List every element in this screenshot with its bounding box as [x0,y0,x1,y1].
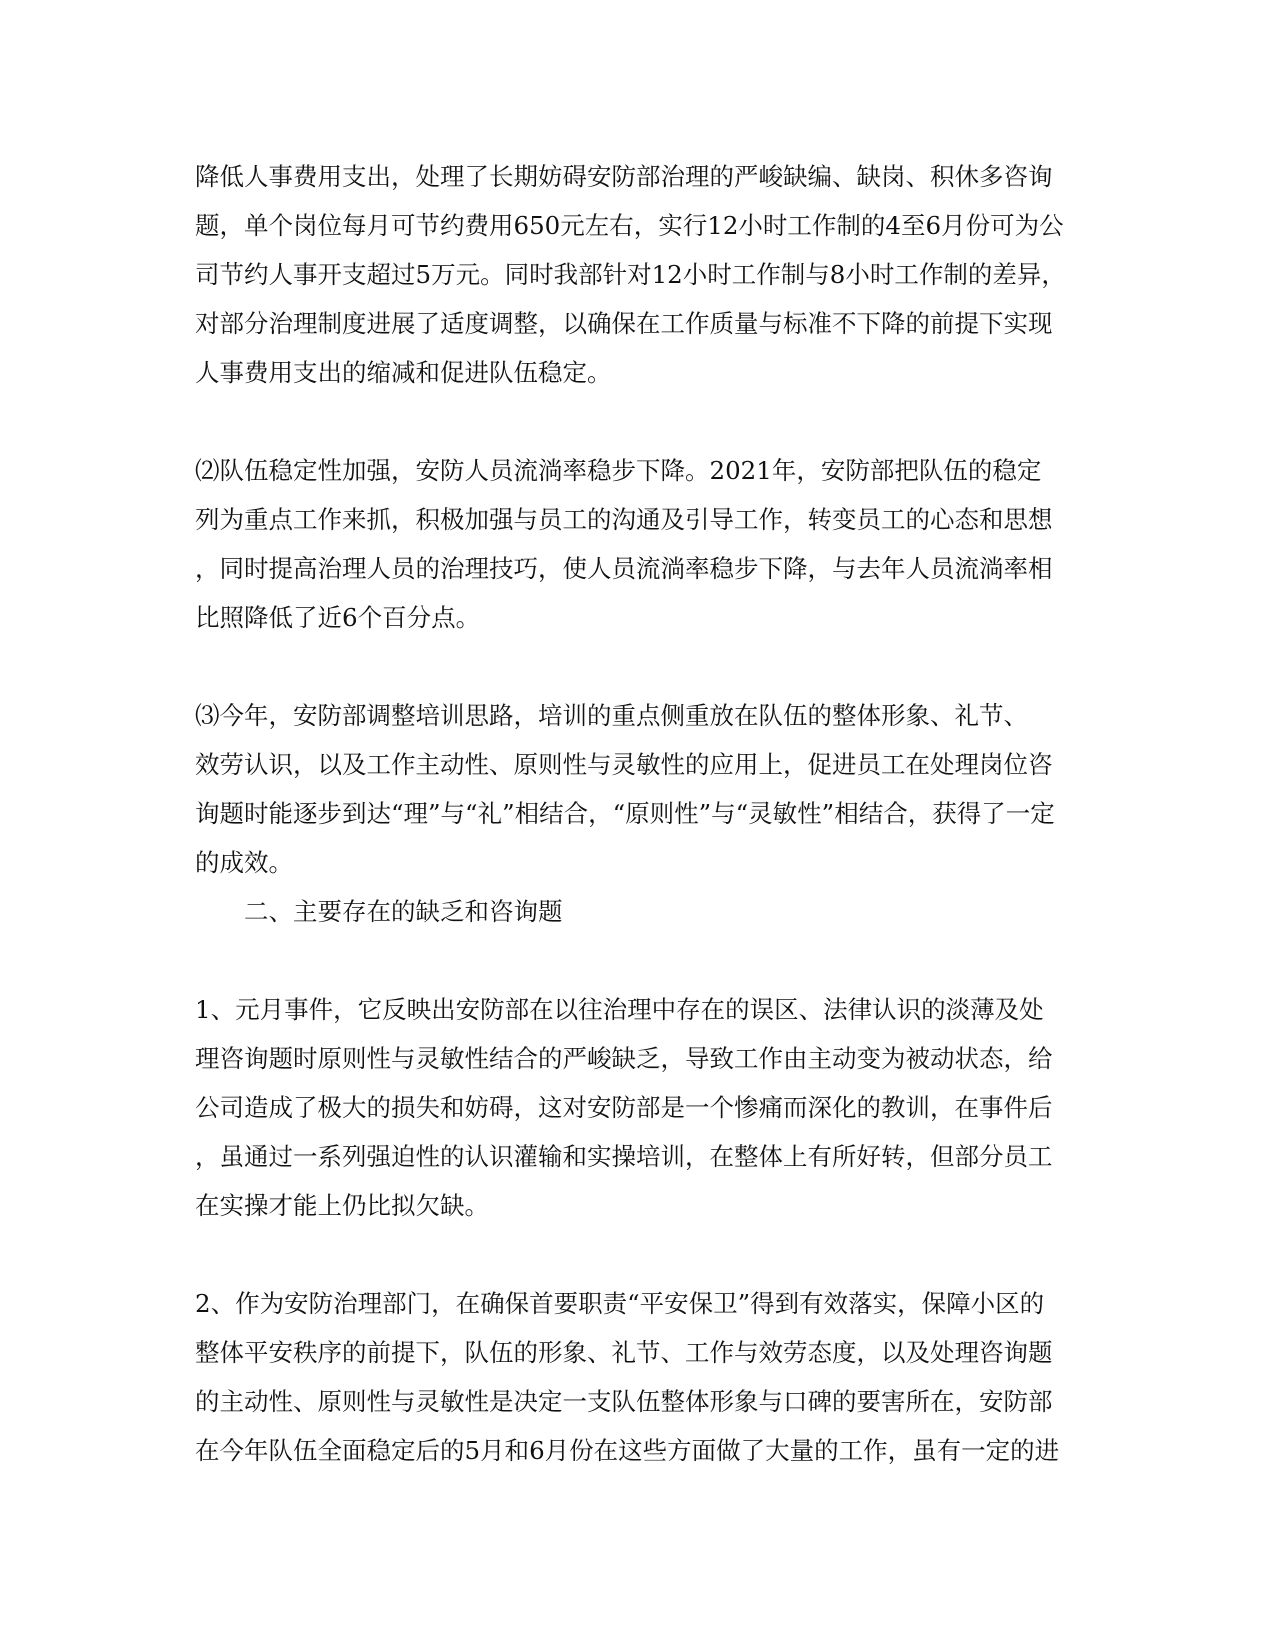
text-line: ⑶今年，安防部调整培训思路，培训的重点侧重放在队伍的整体形象、礼节、 [195,701,1028,730]
text-line: 理咨询题时原则性与灵敏性结合的严峻缺乏，导致工作由主动变为被动状态，给 [195,1044,1053,1073]
paragraph-spacer [195,936,1075,985]
text-line: 整体平安秩序的前提下，队伍的形象、礼节、工作与效劳态度，以及处理咨询题 [195,1338,1053,1367]
text-line: ，虽通过一系列强迫性的认识灌输和实操培训，在整体上有所好转，但部分员工 [195,1142,1053,1171]
text-line: 司节约人事开支超过5万元。同时我部针对12小时工作制与8小时工作制的差异， [195,260,1066,289]
text-line: 降低人事费用支出，处理了长期妨碍安防部治理的严峻缺编、缺岗、积休多咨询 [195,162,1053,191]
text-line: 题，单个岗位每月可节约费用650元左右，实行12小时工作制的4至6月份可为公 [195,211,1064,240]
text-line: 列为重点工作来抓，积极加强与员工的沟通及引导工作，转变员工的心态和思想 [195,505,1053,534]
text-line: 人事费用支出的缩减和促进队伍稳定。 [195,358,612,387]
section-heading: 二、主要存在的缺乏和咨询题 [244,897,563,926]
text-line: ⑵队伍稳定性加强，安防人员流淌率稳步下降。2021年，安防部把队伍的稳定 [195,456,1042,485]
text-line: 2、作为安防治理部门，在确保首要职责“平安保卫”得到有效落实，保障小区的 [195,1289,1045,1318]
paragraph-training [195,691,1075,887]
text-line: 1、元月事件，它反映出安防部在以往治理中存在的误区、法律认识的淡薄及处 [195,995,1044,1024]
text-line: 在实操才能上仍比拟欠缺。 [195,1191,489,1220]
text-line: 对部分治理制度进展了适度调整，以确保在工作质量与标准不下降的前提下实现 [195,309,1053,338]
text-line: ，同时提高治理人员的治理技巧，使人员流淌率稳步下降，与去年人员流淌率相 [195,554,1053,583]
paragraph-spacer [195,642,1075,691]
text-line: 的成效。 [195,848,293,877]
text-line: 比照降低了近6个百分点。 [195,603,481,632]
document-body [195,152,1075,1475]
text-line: 的主动性、原则性与灵敏性是决定一支队伍整体形象与口碑的要害所在，安防部 [195,1387,1053,1416]
paragraph-security-department [195,1279,1075,1475]
paragraph-january-incident [195,985,1075,1230]
paragraph-staff-cost [195,152,1075,397]
paragraph-spacer [195,397,1075,446]
paragraph-team-stability [195,446,1075,642]
text-line: 公司造成了极大的损失和妨碍，这对安防部是一个惨痛而深化的教训，在事件后 [195,1093,1053,1122]
text-line: 在今年队伍全面稳定后的5月和6月份在这些方面做了大量的工作，虽有一定的进 [195,1436,1060,1465]
text-line: 效劳认识，以及工作主动性、原则性与灵敏性的应用上，促进员工在处理岗位咨 [195,750,1053,779]
paragraph-spacer [195,1230,1075,1279]
text-line: 询题时能逐步到达“理”与“礼”相结合，“原则性”与“灵敏性”相结合，获得了一定 [195,799,1055,828]
